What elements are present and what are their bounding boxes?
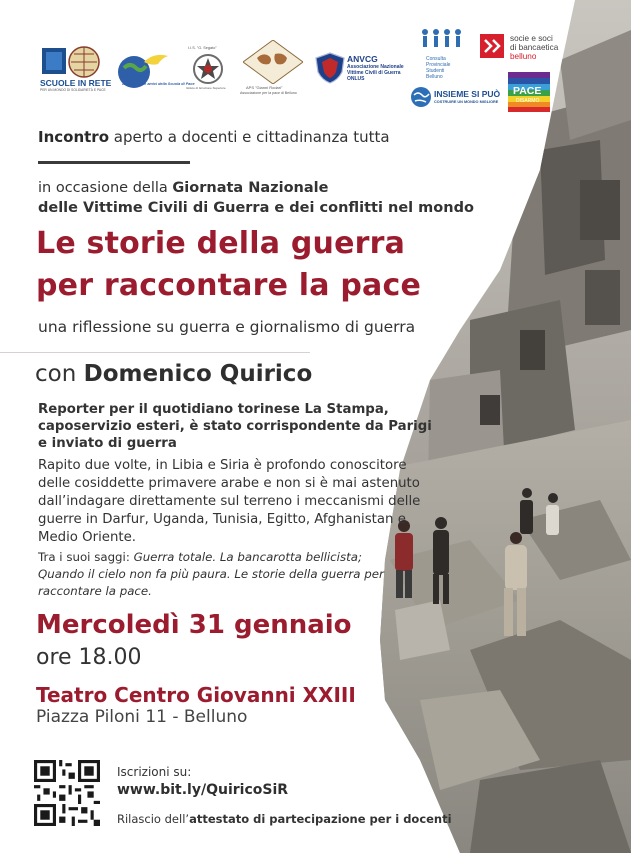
section-divider xyxy=(0,352,310,353)
logo-consulta xyxy=(420,28,470,84)
globe-icon xyxy=(410,86,432,108)
logo-anvcg xyxy=(314,52,414,88)
logo-socie-line2: di bancaetica xyxy=(510,43,559,52)
registration-label: Iscrizioni su: xyxy=(117,765,192,779)
speaker-line xyxy=(35,361,312,387)
saggi-title-3: raccontare la pace. xyxy=(38,584,152,598)
logo-scuole-in-rete-name: SCUOLE IN RETE xyxy=(40,78,112,88)
logo-anvcg-name: ANVCG xyxy=(347,54,378,64)
event-date: Mercoledì 31 gennaio xyxy=(36,610,352,640)
subtitle: una riflessione su guerra e giornalismo di guerra xyxy=(38,318,416,336)
globe-grid-icon xyxy=(40,44,104,80)
logo-scuole-in-rete-tag: PER UN MONDO DI SOLIDARIETÀ E PACE xyxy=(40,88,106,92)
logo-pace-disarmo xyxy=(508,72,550,112)
logo-consulta-line1: Consulta xyxy=(426,56,446,62)
logo-insieme-name: INSIEME SI PUÒ xyxy=(434,89,501,99)
bio-line-3: dall’indagare direttamente sul terreno i meccanismi delle xyxy=(38,494,421,509)
certificate-prefix: Rilascio dell’ xyxy=(117,812,190,826)
bio-bold-2: caposervizio esteri, è stato corrispondente da Parigi xyxy=(38,419,432,434)
saggi-line-3 xyxy=(38,584,152,598)
logo-socie-line1: socie e soci xyxy=(510,34,553,43)
occasion-line-2: delle Vittime Civili di Guerra e dei conflitti nel mondo xyxy=(38,200,474,216)
anvcg-shield-icon xyxy=(314,52,346,84)
certificate-bold: attestato di partecipazione per i docenti xyxy=(189,812,452,826)
saggi-title-2: Quando il cielo non fa più paura. Le storie della guerra per xyxy=(38,567,384,581)
logo-anvcg-tag2: Vittime Civili di Guerra xyxy=(347,70,401,76)
logo-pace-tag: DISARMO xyxy=(516,98,540,104)
logo-scuole-in-rete xyxy=(40,44,112,94)
intro-line xyxy=(38,128,390,146)
speaker-prefix: con xyxy=(35,361,84,387)
saggi-line-2 xyxy=(38,567,384,581)
registration-link[interactable]: www.bit.ly/QuiricoSiR xyxy=(117,782,289,798)
logo-socie-bancaetica xyxy=(480,34,580,62)
occasion-line-1 xyxy=(38,180,328,196)
event-address: Piazza Piloni 11 - Belluno xyxy=(36,707,248,727)
logo-consulta-line2: Provinciale xyxy=(426,62,451,68)
intro-bold: Incontro xyxy=(38,128,110,146)
logo-anvcg-tag3: ONLUS xyxy=(347,76,365,82)
logo-anvcg-tag1: Associazione Nazionale xyxy=(347,64,404,70)
people-icon xyxy=(420,28,464,48)
title-line-2: per raccontare la pace xyxy=(36,268,422,303)
logo-insieme-tag: COSTRUIRE UN MONDO MIGLIORE xyxy=(434,100,499,104)
occasion-prefix: in occasione della xyxy=(38,180,173,196)
logo-istituto-name: I.I.S. "G. Segato" xyxy=(188,46,217,50)
logo-istituto xyxy=(186,46,230,92)
logo-consulta-line4: Belluno xyxy=(426,74,443,80)
bio-line-1: Rapito due volte, in Libia e Siria è profondo conoscitore xyxy=(38,458,407,473)
logo-aps-tag: Associazione per la pace di Belluno xyxy=(240,91,297,95)
logo-aps xyxy=(238,40,308,102)
event-venue: Teatro Centro Giovanni XXIII xyxy=(36,683,356,707)
bio-line-2: delle cosiddette primavere arabe e non si è mai astenuto xyxy=(38,476,420,491)
saggi-line-1 xyxy=(38,550,362,564)
saggi-lead: Tra i suoi saggi: xyxy=(38,550,134,564)
qr-code-icon[interactable] xyxy=(34,760,100,826)
speaker-name: Domenico Quirico xyxy=(83,361,313,387)
certificate-note xyxy=(117,812,452,826)
world-map-icon xyxy=(243,40,303,84)
bio-bold-3: e inviato di guerra xyxy=(38,436,177,451)
intro-divider xyxy=(38,161,190,164)
bio-bold-1: Reporter per il quotidiano torinese La Stampa, xyxy=(38,402,389,417)
logo-consulta-line3: Studenti xyxy=(426,68,445,74)
logo-istituto-tag: Istituto di Istruzione Superiore xyxy=(186,86,226,90)
occasion-bold: Giornata Nazionale xyxy=(172,180,329,196)
logo-associazione-name: Associazione amici della Scuola di Pace xyxy=(122,82,195,86)
logo-aps-name: APS "Gianni Rodari" xyxy=(246,85,283,90)
event-time: ore 18.00 xyxy=(36,645,142,670)
intro-rest: aperto a docenti e cittadinanza tutta xyxy=(109,128,390,146)
logo-pace-word: PACE xyxy=(513,85,542,97)
logo-associazione xyxy=(112,50,195,90)
bio-line-4: guerre in Darfur, Uganda, Tunisia, Egitto, Afghanistan e xyxy=(38,512,406,527)
bancaetica-mark-icon xyxy=(480,34,504,58)
italian-emblem-icon xyxy=(188,52,228,86)
title-line-1: Le storie della guerra xyxy=(36,226,406,261)
logo-socie-line3: belluno xyxy=(510,52,537,61)
bio-line-5: Medio Oriente. xyxy=(38,530,137,545)
logo-insieme-si-puo xyxy=(410,86,502,112)
saggi-title-1: Guerra totale. La bancarotta bellicista; xyxy=(133,550,362,564)
